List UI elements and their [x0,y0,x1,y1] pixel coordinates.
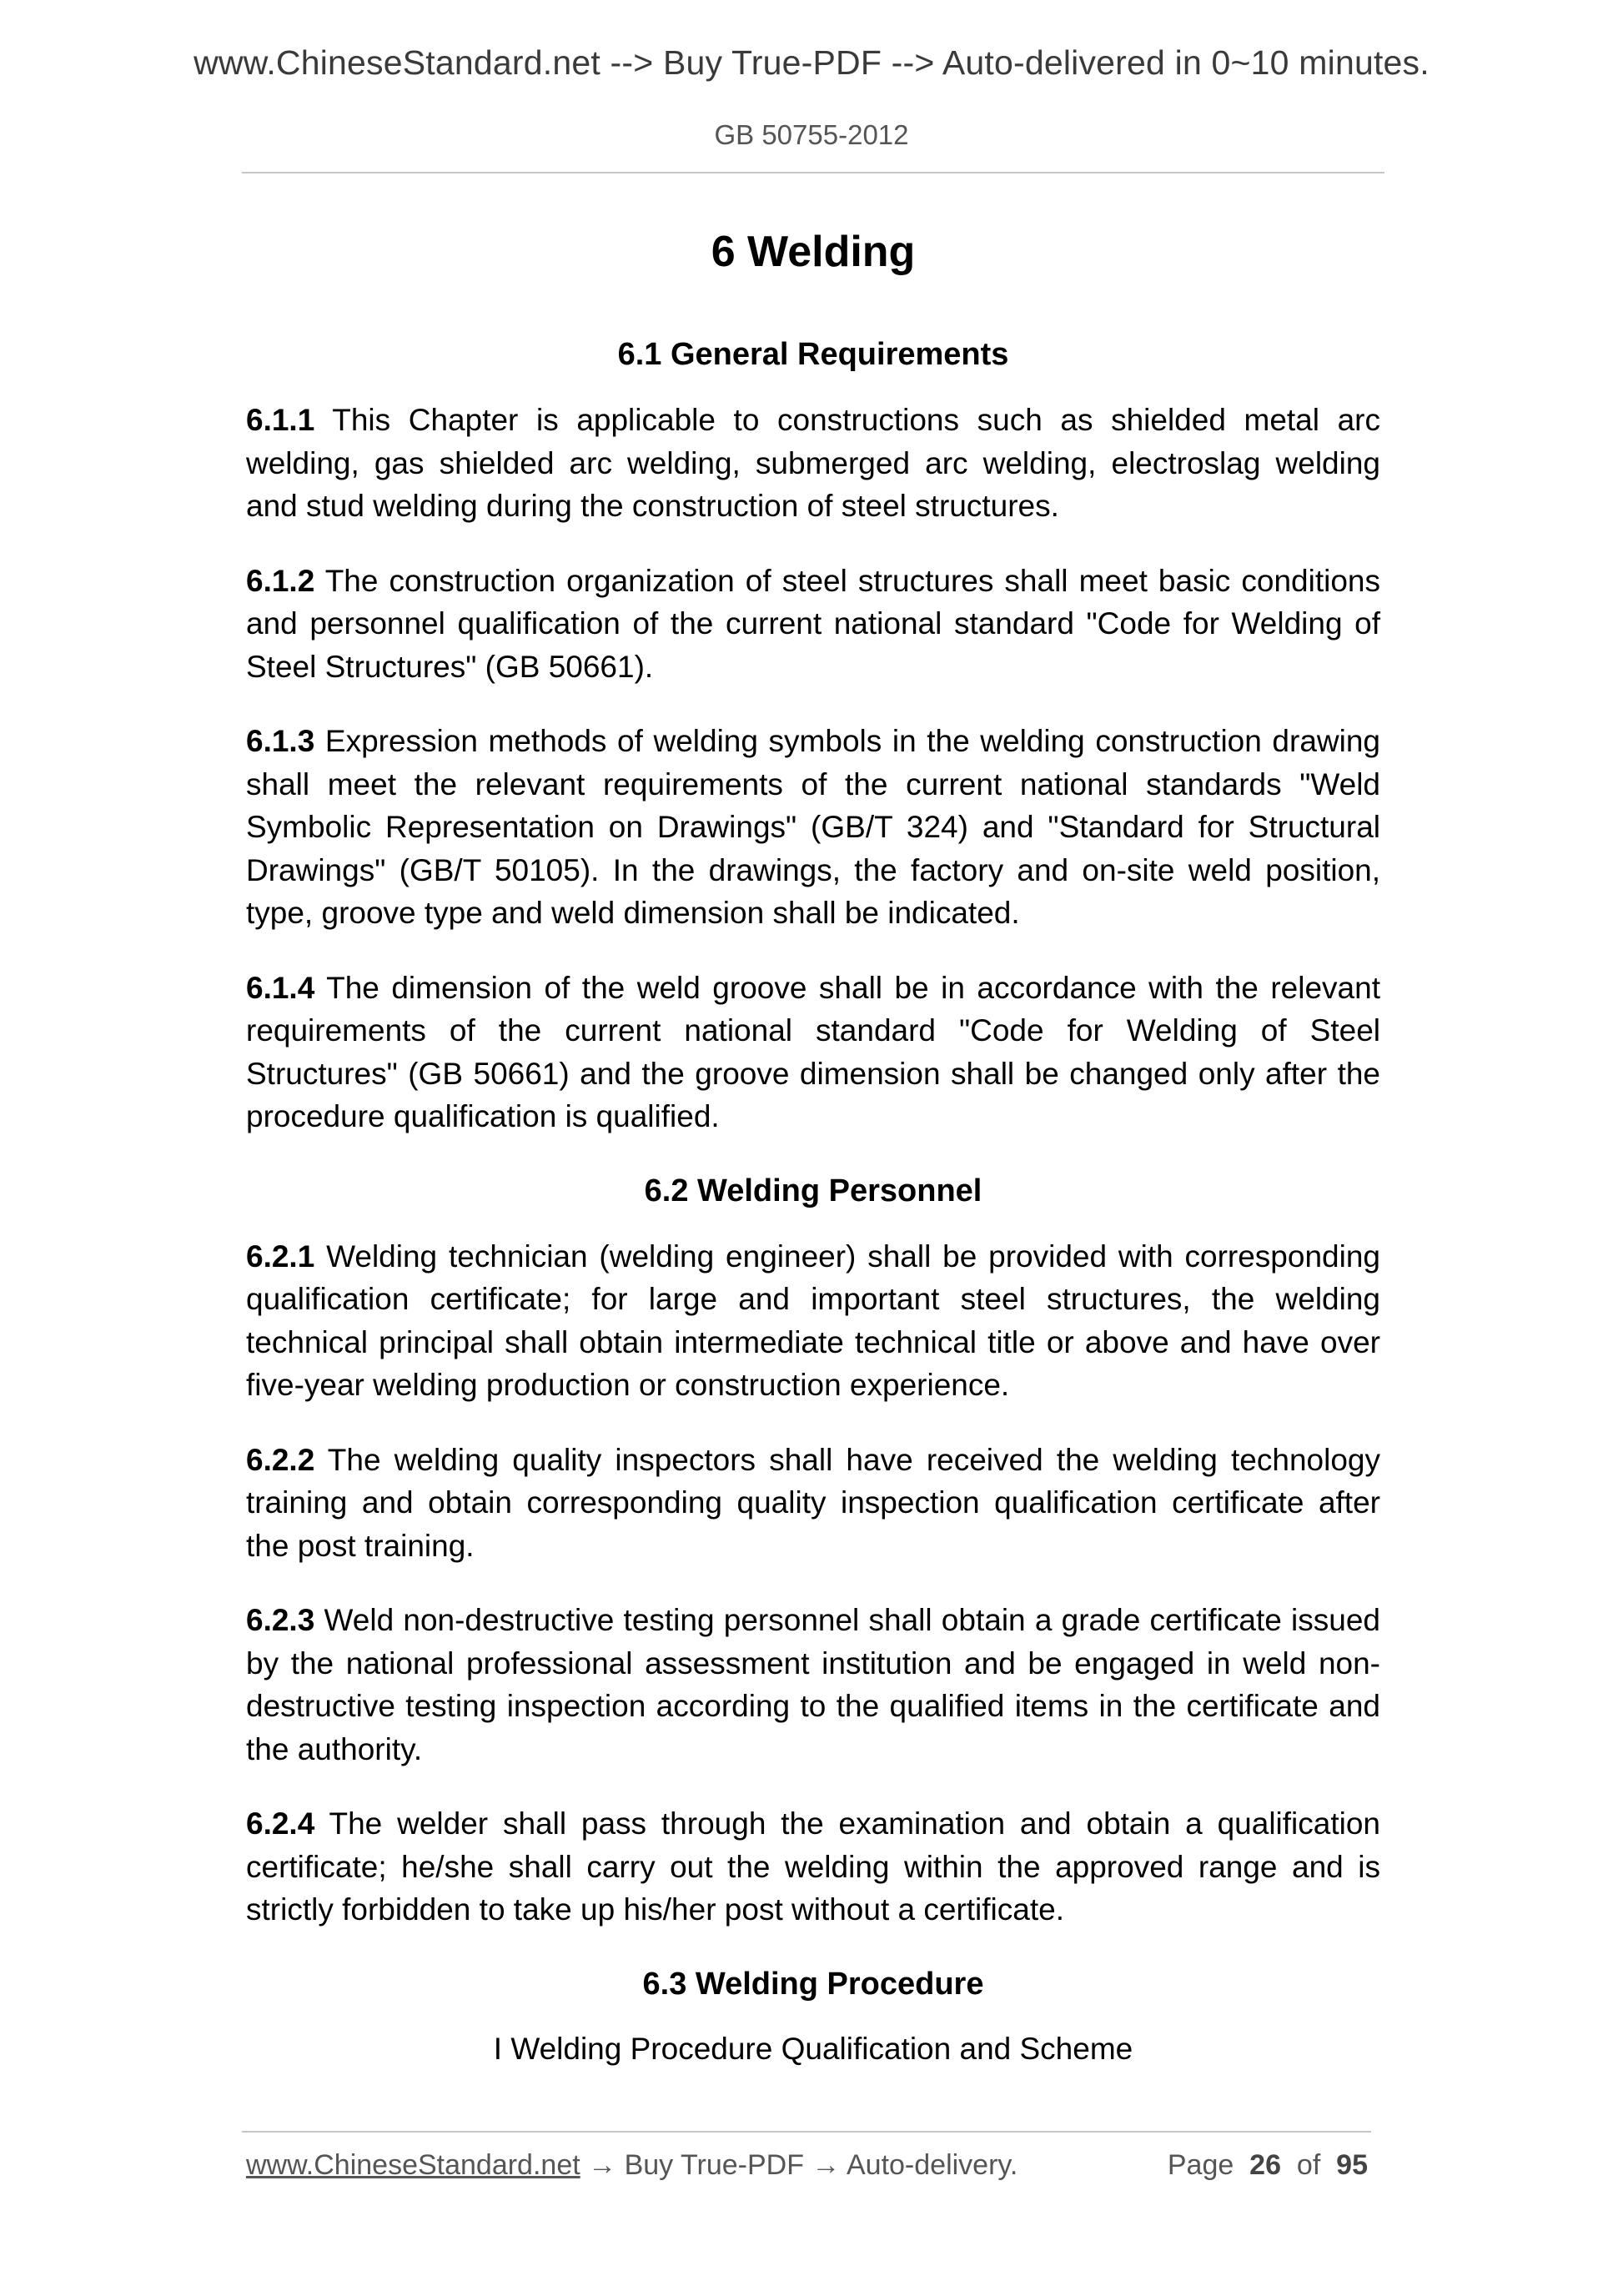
clause-text: The welding quality inspectors shall have received the welding technology training and obtain corresponding quality inspection qualification certificate after the post training. [246,1442,1380,1563]
clause-6-2-4 [246,1802,1380,1932]
footer-left [246,2149,1018,2182]
clause-text: Weld non-destructive testing personnel shall obtain a grade certificate issued by the national professional assessment institution and be engaged in weld non-destructive testing inspection according to the qualified items in the certificate and the authority. [246,1603,1380,1766]
clause-text: Expression methods of welding symbols in the welding construction drawing shall meet the relevant requirements of the current national standards "Weld Symbolic Representation on Drawings" (GB/T 324) and "Standard for Structural Drawings" (GB/T 50105). In the drawings, the factory and on-site weld position, type, groove type and weld dimension shall be indicated. [246,724,1380,930]
clause-text: The dimension of the weld groove shall be in accordance with the relevant requirements of the current national standard "Code for Welding of Steel Structures" (GB 50661) and the groove dimension shall be changed only after the procedure qualification is qualified. [246,970,1380,1133]
clause-6-1-2 [246,560,1380,689]
clause-text: Welding technician (welding engineer) shall be provided with corresponding qualification certificate; for large and important steel structures, the welding technical principal shall obtain intermediate technical title or above and have over five-year welding production or construction experience. [246,1238,1380,1402]
footer-divider [242,2131,1371,2133]
page-of: of [1296,2149,1321,2181]
top-banner: www.ChineseStandard.net --> Buy True-PDF --> Auto-delivered in 0~10 minutes. [193,43,1430,82]
clause-number: 6.2.2 [246,1442,315,1477]
section-title-6-3: 6.3 Welding Procedure [642,1966,984,2002]
clause-number: 6.2.1 [246,1238,315,1274]
clause-6-1-1 [246,399,1380,528]
clause-6-2-3 [246,1599,1380,1771]
clause-number: 6.1.2 [246,563,315,598]
page-body [246,215,1380,2070]
clause-6-2-2 [246,1439,1380,1568]
subheading-procedure-qualification: I Welding Procedure Qualification and Scheme [493,2031,1133,2066]
clause-text: This Chapter is applicable to constructions such as shielded metal arc welding, gas shielded arc welding, submerged arc welding, electroslag welding and stud welding during the construction of steel structures. [246,403,1380,523]
standard-code: GB 50755-2012 [714,119,909,150]
clause-number: 6.2.4 [246,1806,315,1841]
clause-6-1-3 [246,720,1380,935]
clause-number: 6.1.1 [246,403,315,437]
clause-text: The welder shall pass through the examination and obtain a qualification certificate; he/she shall carry out the welding within the approved range and is strictly forbidden to take up his/her post without a certificate. [246,1806,1380,1927]
chapter-title: 6 Welding [711,228,916,276]
footer-tagline: → Buy True-PDF → Auto-delivery. [580,2149,1018,2181]
section-title-6-2: 6.2 Welding Personnel [644,1173,982,1208]
clause-6-1-4 [246,967,1380,1138]
section-title-6-1: 6.1 General Requirements [617,337,1009,372]
clause-number: 6.2.3 [246,1603,315,1637]
page-label: Page [1167,2149,1234,2181]
page-total: 95 [1336,2149,1368,2181]
footer-site-link[interactable]: www.ChineseStandard.net [246,2149,580,2181]
clause-number: 6.1.3 [246,724,315,758]
clause-number: 6.1.4 [246,970,315,1005]
clause-text: The construction organization of steel structures shall meet basic conditions and personnel qualification of the current national standard "Code for Welding of Steel Structures" (GB 50661). [246,563,1380,684]
header-divider [242,172,1384,173]
page-indicator [1168,2149,1368,2182]
clause-6-2-1 [246,1235,1380,1407]
page-current: 26 [1249,2149,1281,2181]
